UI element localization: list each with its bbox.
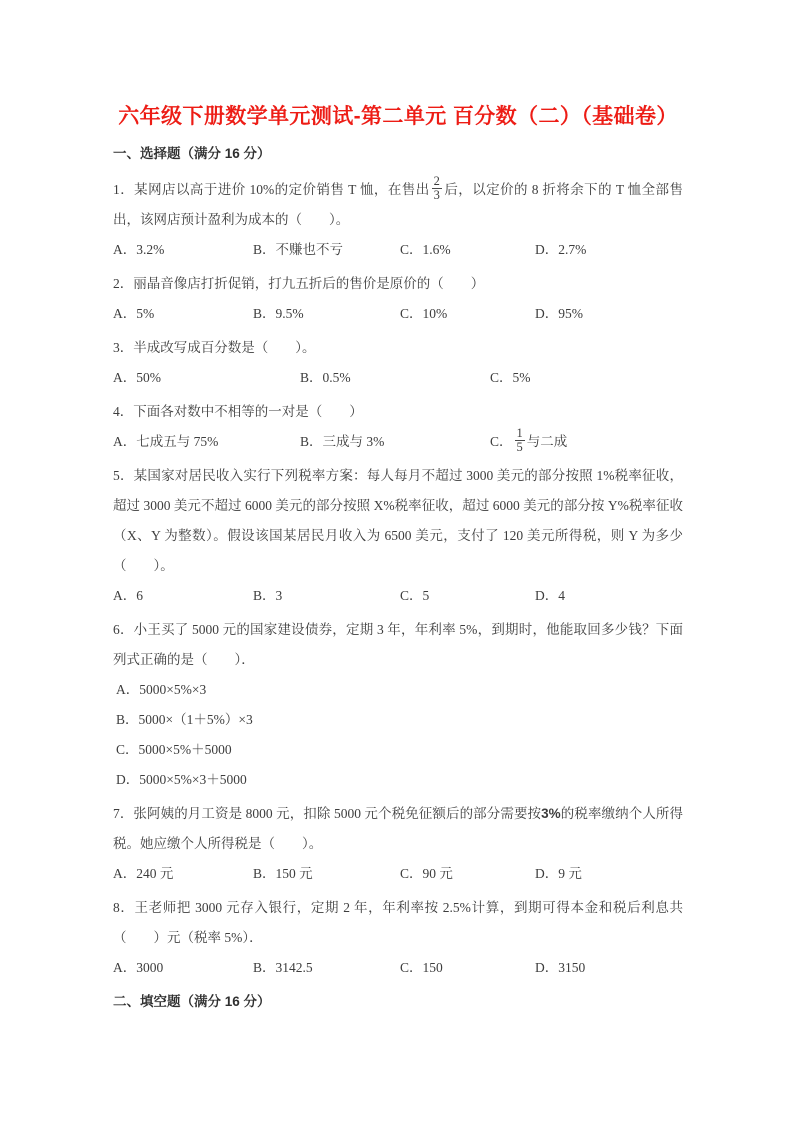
option-a[interactable]: A．七成五与 75% bbox=[113, 434, 219, 449]
option-c[interactable]: C．10% bbox=[400, 306, 448, 321]
fraction-one-fifth bbox=[515, 427, 525, 454]
question-8-options bbox=[113, 953, 683, 983]
fraction-numerator: 2 bbox=[433, 173, 440, 188]
question-6-stem: 6．小王买了 5000 元的国家建设债券，定期 3 年，年利率 5%，到期时，他能取回多少钱？下面列式正确的是（ ）． bbox=[113, 622, 683, 667]
option-d[interactable]: D．9 元 bbox=[535, 866, 582, 881]
option-b[interactable]: B．0.5% bbox=[300, 370, 351, 385]
option-c[interactable]: C．150 bbox=[400, 960, 443, 975]
question-1-stem-part2: 后，以定价的 8 折将余下的 T 恤全部售出，该网店预计盈利为成本的（ ）。 bbox=[113, 182, 683, 227]
question-6 bbox=[113, 615, 683, 795]
question-4-options bbox=[113, 427, 683, 457]
question-1-stem bbox=[113, 175, 683, 235]
document-body bbox=[113, 144, 683, 1023]
question-1-options bbox=[113, 235, 683, 265]
option-c[interactable]: C．1.6% bbox=[400, 242, 451, 257]
option-d[interactable]: D．2.7% bbox=[535, 242, 587, 257]
option-c[interactable] bbox=[490, 427, 640, 457]
question-1 bbox=[113, 175, 683, 265]
option-b[interactable]: B．150 元 bbox=[253, 866, 313, 881]
question-3-stem: 3．半成改写成百分数是（ ）。 bbox=[113, 340, 316, 355]
option-c-prefix: C． bbox=[490, 434, 513, 449]
section-heading-choice: 一、选择题（满分 16 分） bbox=[113, 146, 271, 161]
fraction-two-thirds bbox=[432, 175, 442, 202]
option-c[interactable]: C．5% bbox=[490, 370, 531, 385]
question-1-stem-part1: 1．某网店以高于进价 10%的定价销售 T 恤，在售出 bbox=[113, 182, 430, 197]
option-a[interactable]: A．6 bbox=[113, 588, 143, 603]
question-7-stem-part2: 的税率缴纳个人所得税。她应缴个人所得税是（ ）。 bbox=[113, 806, 684, 851]
section-heading-fill: 二、填空题（满分 16 分） bbox=[113, 994, 271, 1009]
option-d[interactable]: D．5000×5%×3＋5000 bbox=[116, 772, 247, 787]
option-b[interactable]: B．3142.5 bbox=[253, 960, 313, 975]
question-4-stem: 4．下面各对数中不相等的一对是（ ） bbox=[113, 404, 363, 419]
option-b[interactable]: B．不赚也不亏 bbox=[253, 242, 344, 257]
question-2-options bbox=[113, 299, 683, 329]
question-2-stem: 2．丽晶音像店打折促销，打九五折后的售价是原价的（ ） bbox=[113, 276, 485, 291]
option-c[interactable]: C．5000×5%＋5000 bbox=[116, 742, 232, 757]
question-5-options bbox=[113, 581, 683, 611]
option-a[interactable]: A．240 元 bbox=[113, 866, 174, 881]
option-b[interactable]: B．5000×（1＋5%）×3 bbox=[116, 712, 253, 727]
fraction-denominator: 3 bbox=[433, 188, 440, 202]
option-a[interactable]: A．5000×5%×3 bbox=[116, 682, 207, 697]
option-d[interactable]: D．3150 bbox=[535, 960, 586, 975]
question-7-stem bbox=[113, 799, 683, 859]
option-c[interactable]: C．5 bbox=[400, 588, 430, 603]
option-b[interactable]: B．三成与 3% bbox=[300, 434, 385, 449]
option-a[interactable]: A．3.2% bbox=[113, 242, 165, 257]
option-a[interactable]: A．5% bbox=[113, 306, 155, 321]
question-3 bbox=[113, 333, 683, 393]
question-7-stem-part1: 7．张阿姨的月工资是 8000 元，扣除 5000 元个税免征额后的部分需要按 bbox=[113, 806, 542, 821]
option-b[interactable]: B．9.5% bbox=[253, 306, 304, 321]
option-b[interactable]: B．3 bbox=[253, 588, 283, 603]
option-d[interactable]: D．95% bbox=[535, 306, 583, 321]
fraction-denominator: 5 bbox=[516, 440, 523, 454]
question-4 bbox=[113, 397, 683, 457]
option-a[interactable]: A．50% bbox=[113, 370, 161, 385]
question-7-options bbox=[113, 859, 683, 889]
option-d[interactable]: D．4 bbox=[535, 588, 565, 603]
question-5-stem: 5．某国家对居民收入实行下列税率方案：每人每月不超过 3000 美元的部分按照 1%税率征收，超过 3000 美元不超过 6000 美元的部分按照 X%税率征收，超过 6000 美元的部分按 Y%税率征收（X、Y 为整数）。假设该国某居民月收入为 6500 美元，支付了 120 美元所得税，则 Y 为多少（ ）。 bbox=[113, 468, 683, 573]
question-7 bbox=[113, 799, 683, 889]
question-6-options bbox=[113, 675, 683, 795]
question-7-tax-rate: 3% bbox=[541, 806, 561, 821]
question-3-options bbox=[113, 363, 683, 393]
question-8-stem: 8．王老师把 3000 元存入银行，定期 2 年，年利率按 2.5%计算，到期可得本金和税后利息共（ ）元（税率 5%）． bbox=[113, 900, 683, 945]
question-8 bbox=[113, 893, 683, 983]
option-c[interactable]: C．90 元 bbox=[400, 866, 453, 881]
page-title: 六年级下册数学单元测试-第二单元 百分数（二）（基础卷） bbox=[118, 105, 678, 128]
option-c-suffix: 与二成 bbox=[526, 434, 568, 449]
fraction-numerator: 1 bbox=[516, 425, 523, 440]
question-2 bbox=[113, 269, 683, 329]
question-5 bbox=[113, 461, 683, 611]
option-a[interactable]: A．3000 bbox=[113, 960, 164, 975]
